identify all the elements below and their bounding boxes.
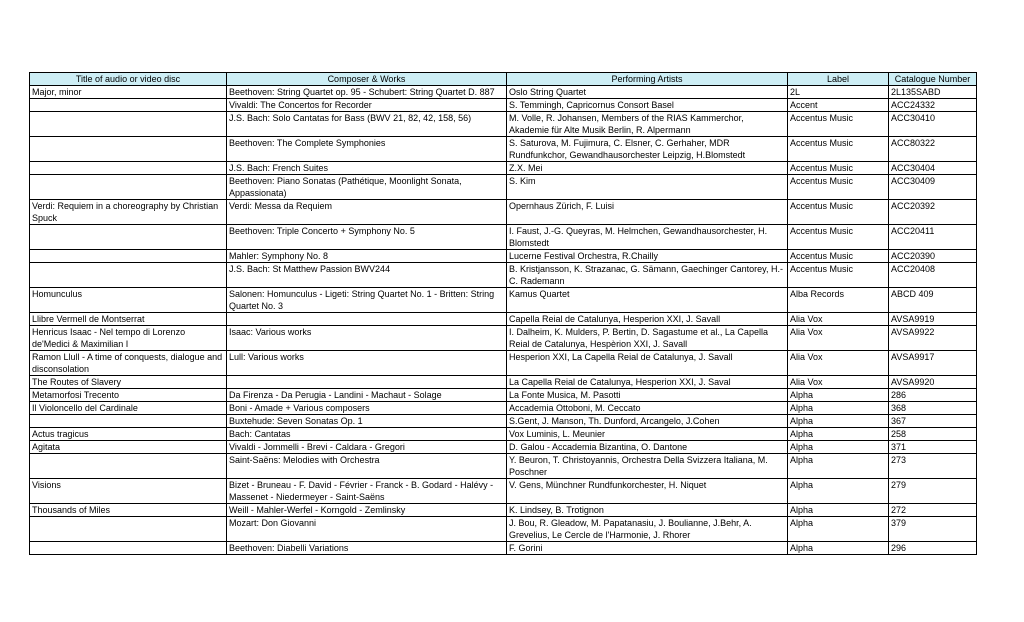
header-title: Title of audio or video disc <box>30 73 227 86</box>
cell-title: Verdi: Requiem in a choreography by Christian Spuck <box>30 200 227 225</box>
cell-catalogue-number: ACC20390 <box>889 250 977 263</box>
table-row <box>30 441 977 454</box>
cell-title <box>30 415 227 428</box>
table-row <box>30 137 977 162</box>
cell-label: Accentus Music <box>788 225 889 250</box>
cell-label: Accentus Music <box>788 200 889 225</box>
cell-title: Thousands of Miles <box>30 504 227 517</box>
cell-performing-artists: Capella Reial de Catalunya, Hesperion XXI, J. Savall <box>507 313 788 326</box>
cell-performing-artists: D. Galou - Accademia Bizantina, O. Dantone <box>507 441 788 454</box>
table-row <box>30 517 977 542</box>
cell-performing-artists: V. Gens, Münchner Rundfunkorchester, H. Niquet <box>507 479 788 504</box>
header-label: Label <box>788 73 889 86</box>
cell-catalogue-number: 2L135SABD <box>889 86 977 99</box>
cell-performing-artists: Y. Beuron, T. Christoyannis, Orchestra Della Svizzera Italiana, M. Poschner <box>507 454 788 479</box>
cell-label: Alia Vox <box>788 376 889 389</box>
cell-composer-works <box>227 376 507 389</box>
cell-label: Accentus Music <box>788 137 889 162</box>
cell-title: Visions <box>30 479 227 504</box>
cell-performing-artists: M. Volle, R. Johansen, Members of the RIAS Kammerchor, Akademie für Alte Musik Berlin, R. Alpermann <box>507 112 788 137</box>
cell-composer-works: Buxtehude: Seven Sonatas Op. 1 <box>227 415 507 428</box>
cell-title <box>30 263 227 288</box>
disc-catalog-table <box>29 72 977 555</box>
cell-label: Alia Vox <box>788 351 889 376</box>
cell-label: Alpha <box>788 428 889 441</box>
cell-label: Accentus Music <box>788 175 889 200</box>
cell-composer-works: Vivaldi - Jommelli - Brevi - Caldara - Gregori <box>227 441 507 454</box>
cell-composer-works <box>227 313 507 326</box>
cell-label: Accentus Music <box>788 263 889 288</box>
cell-performing-artists: La Fonte Musica, M. Pasotti <box>507 389 788 402</box>
cell-catalogue-number: ACC30404 <box>889 162 977 175</box>
cell-title <box>30 99 227 112</box>
cell-performing-artists: Vox Luminis, L. Meunier <box>507 428 788 441</box>
table-row <box>30 351 977 376</box>
cell-performing-artists: B. Kristjansson, K. Strazanac, G. Sämann, Gaechinger Cantorey, H.-C. Rademann <box>507 263 788 288</box>
cell-catalogue-number: AVSA9917 <box>889 351 977 376</box>
table-row <box>30 454 977 479</box>
table-row <box>30 428 977 441</box>
table-row <box>30 542 977 555</box>
cell-catalogue-number: ACC20392 <box>889 200 977 225</box>
cell-title: Actus tragicus <box>30 428 227 441</box>
cell-composer-works: Boni - Amade + Various composers <box>227 402 507 415</box>
table-row <box>30 86 977 99</box>
cell-composer-works: Bizet - Bruneau - F. David - Février - Franck - B. Godard - Halévy - Massenet - Niedermeyer - Saint-Saëns <box>227 479 507 504</box>
table-body <box>30 86 977 555</box>
cell-label: Alba Records <box>788 288 889 313</box>
table-row <box>30 326 977 351</box>
table-row <box>30 402 977 415</box>
cell-composer-works: J.S. Bach: St Matthew Passion BWV244 <box>227 263 507 288</box>
cell-performing-artists: S.Gent, J. Manson, Th. Dunford, Arcangelo, J.Cohen <box>507 415 788 428</box>
cell-performing-artists: I. Dalheim, K. Mulders, P. Bertin, D. Sagastume et al., La Capella Reial de Catalunya, Hespèrion XXI, J. Savall <box>507 326 788 351</box>
cell-title <box>30 175 227 200</box>
cell-title <box>30 225 227 250</box>
table-row <box>30 250 977 263</box>
cell-performing-artists: S. Temmingh, Capricornus Consort Basel <box>507 99 788 112</box>
cell-title <box>30 517 227 542</box>
table-row <box>30 504 977 517</box>
cell-catalogue-number: 296 <box>889 542 977 555</box>
cell-performing-artists: Oslo String Quartet <box>507 86 788 99</box>
cell-label: 2L <box>788 86 889 99</box>
cell-catalogue-number: ACC20408 <box>889 263 977 288</box>
cell-composer-works: J.S. Bach: French Suites <box>227 162 507 175</box>
cell-performing-artists: S. Kim <box>507 175 788 200</box>
cell-title: Llibre Vermell de Montserrat <box>30 313 227 326</box>
cell-label: Alpha <box>788 479 889 504</box>
table-row <box>30 313 977 326</box>
cell-title <box>30 542 227 555</box>
cell-composer-works: Weill - Mahler-Werfel - Korngold - Zemlinsky <box>227 504 507 517</box>
cell-label: Alia Vox <box>788 326 889 351</box>
cell-composer-works: Beethoven: String Quartet op. 95 - Schubert: String Quartet D. 887 <box>227 86 507 99</box>
cell-label: Accentus Music <box>788 250 889 263</box>
cell-catalogue-number: ABCD 409 <box>889 288 977 313</box>
cell-performing-artists: Kamus Quartet <box>507 288 788 313</box>
cell-composer-works: Beethoven: Piano Sonatas (Pathétique, Moonlight Sonata, Appassionata) <box>227 175 507 200</box>
cell-label: Alpha <box>788 454 889 479</box>
cell-label: Alpha <box>788 517 889 542</box>
header-composer-works: Composer & Works <box>227 73 507 86</box>
cell-performing-artists: K. Lindsey, B. Trotignon <box>507 504 788 517</box>
cell-performing-artists: Opernhaus Zürich, F. Luisi <box>507 200 788 225</box>
cell-title: Henricus Isaac - Nel tempo di Lorenzo de'Medici & Maximilian I <box>30 326 227 351</box>
table-row <box>30 99 977 112</box>
cell-composer-works: Vivaldi: The Concertos for Recorder <box>227 99 507 112</box>
cell-label: Alia Vox <box>788 313 889 326</box>
table-row <box>30 376 977 389</box>
table-row <box>30 263 977 288</box>
cell-label: Accent <box>788 99 889 112</box>
cell-title <box>30 112 227 137</box>
cell-performing-artists: I. Faust, J.-G. Queyras, M. Helmchen, Gewandhausorchester, H. Blomstedt <box>507 225 788 250</box>
cell-catalogue-number: ACC30410 <box>889 112 977 137</box>
cell-label: Alpha <box>788 402 889 415</box>
cell-performing-artists: J. Bou, R. Gleadow, M. Papatanasiu, J. Boulianne, J.Behr, A. Grevelius, Le Cercle de l'Harmonie, J. Rhorer <box>507 517 788 542</box>
cell-performing-artists: Lucerne Festival Orchestra, R.Chailly <box>507 250 788 263</box>
cell-composer-works: Isaac: Various works <box>227 326 507 351</box>
cell-title <box>30 454 227 479</box>
cell-catalogue-number: ACC24332 <box>889 99 977 112</box>
cell-catalogue-number: 272 <box>889 504 977 517</box>
table-row <box>30 479 977 504</box>
cell-catalogue-number: 379 <box>889 517 977 542</box>
cell-title: Il Violoncello del Cardinale <box>30 402 227 415</box>
table-row <box>30 389 977 402</box>
table-row <box>30 200 977 225</box>
cell-composer-works: Beethoven: Triple Concerto + Symphony No. 5 <box>227 225 507 250</box>
table-row <box>30 175 977 200</box>
cell-performing-artists: La Capella Reial de Catalunya, Hesperion XXI, J. Saval <box>507 376 788 389</box>
cell-composer-works: Lull: Various works <box>227 351 507 376</box>
table-row <box>30 112 977 137</box>
cell-title: The Routes of Slavery <box>30 376 227 389</box>
table-row <box>30 415 977 428</box>
header-row <box>30 73 977 86</box>
cell-catalogue-number: 367 <box>889 415 977 428</box>
header-performing-artists: Performing Artists <box>507 73 788 86</box>
cell-composer-works: Mahler: Symphony No. 8 <box>227 250 507 263</box>
cell-composer-works: Beethoven: The Complete Symphonies <box>227 137 507 162</box>
cell-composer-works: Salonen: Homunculus - Ligeti: String Quartet No. 1 - Britten: String Quartet No. 3 <box>227 288 507 313</box>
cell-catalogue-number: AVSA9919 <box>889 313 977 326</box>
cell-composer-works: Verdi: Messa da Requiem <box>227 200 507 225</box>
cell-label: Accentus Music <box>788 112 889 137</box>
cell-title: Agitata <box>30 441 227 454</box>
cell-catalogue-number: AVSA9920 <box>889 376 977 389</box>
cell-performing-artists: Accademia Ottoboni, M. Ceccato <box>507 402 788 415</box>
cell-composer-works: J.S. Bach: Solo Cantatas for Bass (BWV 21, 82, 42, 158, 56) <box>227 112 507 137</box>
cell-label: Alpha <box>788 415 889 428</box>
cell-title <box>30 250 227 263</box>
cell-title: Ramon Llull - A time of conquests, dialogue and disconsolation <box>30 351 227 376</box>
cell-composer-works: Da Firenza - Da Perugia - Landini - Machaut - Solage <box>227 389 507 402</box>
cell-label: Alpha <box>788 542 889 555</box>
cell-composer-works: Beethoven: Diabelli Variations <box>227 542 507 555</box>
cell-title <box>30 162 227 175</box>
cell-catalogue-number: AVSA9922 <box>889 326 977 351</box>
cell-label: Alpha <box>788 441 889 454</box>
table-row <box>30 288 977 313</box>
cell-label: Accentus Music <box>788 162 889 175</box>
cell-catalogue-number: 279 <box>889 479 977 504</box>
cell-composer-works: Saint-Saëns: Melodies with Orchestra <box>227 454 507 479</box>
cell-catalogue-number: ACC80322 <box>889 137 977 162</box>
cell-performing-artists: S. Saturova, M. Fujimura, C. Elsner, C. Gerhaher, MDR Rundfunkchor, Gewandhausorchester Leipzig, H.Blomstedt <box>507 137 788 162</box>
cell-catalogue-number: ACC30409 <box>889 175 977 200</box>
cell-performing-artists: Hesperion XXI, La Capella Reial de Catalunya, J. Savall <box>507 351 788 376</box>
cell-catalogue-number: ACC20411 <box>889 225 977 250</box>
cell-catalogue-number: 286 <box>889 389 977 402</box>
cell-catalogue-number: 258 <box>889 428 977 441</box>
cell-catalogue-number: 368 <box>889 402 977 415</box>
cell-label: Alpha <box>788 389 889 402</box>
cell-catalogue-number: 371 <box>889 441 977 454</box>
cell-composer-works: Bach: Cantatas <box>227 428 507 441</box>
cell-title <box>30 137 227 162</box>
cell-label: Alpha <box>788 504 889 517</box>
cell-title: Homunculus <box>30 288 227 313</box>
cell-performing-artists: F. Gorini <box>507 542 788 555</box>
header-catalogue-number: Catalogue Number <box>889 73 977 86</box>
table-row <box>30 225 977 250</box>
cell-catalogue-number: 273 <box>889 454 977 479</box>
cell-performing-artists: Z.X. Mei <box>507 162 788 175</box>
cell-title: Metamorfosi Trecento <box>30 389 227 402</box>
cell-title: Major, minor <box>30 86 227 99</box>
table-row <box>30 162 977 175</box>
cell-composer-works: Mozart: Don Giovanni <box>227 517 507 542</box>
